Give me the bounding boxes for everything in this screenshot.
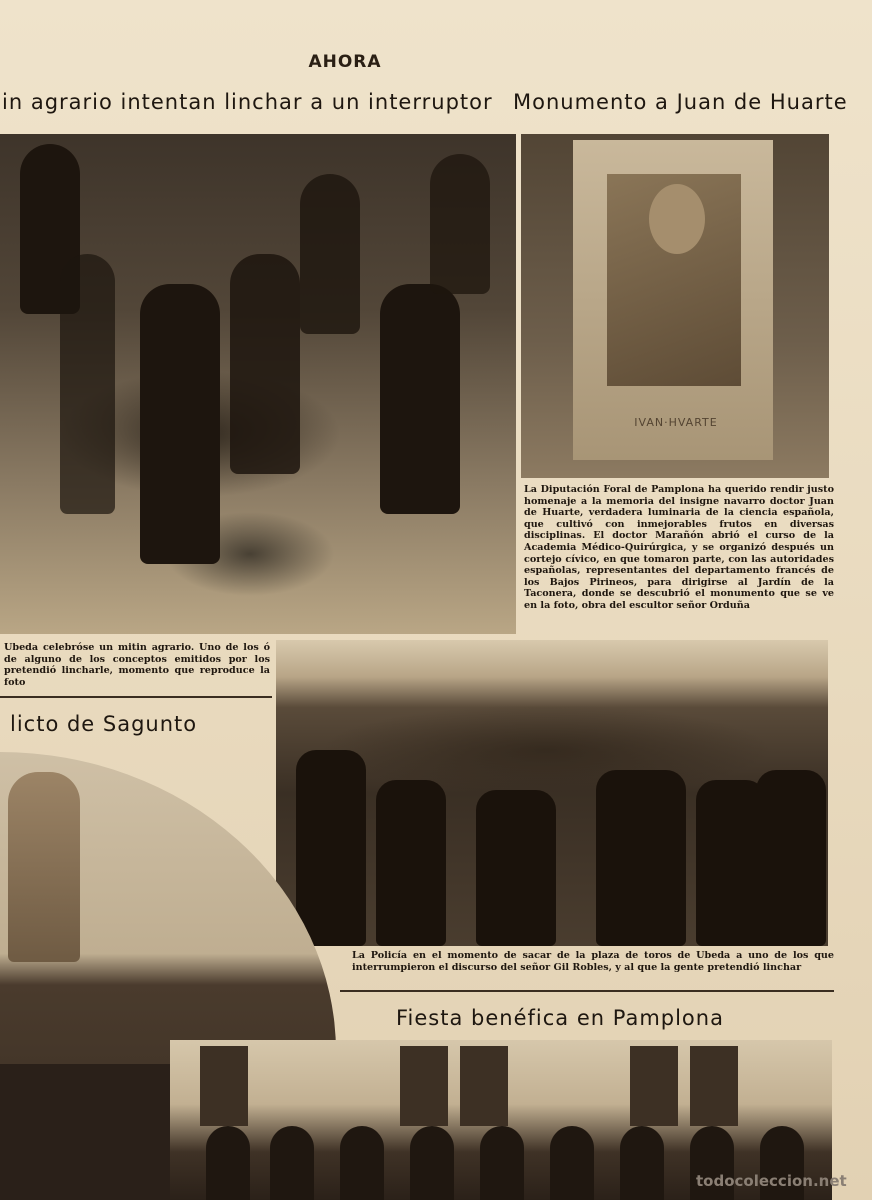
riot-caption: Ubeda celebróse un mitin agrario. Uno de los ó de alguno de los conceptos emitidos por los pretendió lincharle, momento que reproduce la foto (4, 642, 270, 688)
masthead: AHORA (308, 52, 382, 72)
photo-bullring (276, 640, 828, 946)
photo-riot (0, 134, 516, 634)
headline-sagunto: licto de Sagunto (10, 712, 198, 736)
watermark: todocoleccion.net (696, 1172, 847, 1190)
headline-monument: Monumento a Juan de Huarte (513, 90, 848, 114)
divider-right (340, 990, 834, 992)
headline-fiesta: Fiesta benéfica en Pamplona (396, 1006, 724, 1030)
monument-inscription: IVAN·HVARTE (634, 416, 718, 429)
headline-lynching: in agrario intentan linchar a un interruptor (2, 90, 493, 114)
monument-caption: La Diputación Foral de Pamplona ha querido rendir justo homenaje a la memoria del insigne navarro doctor Juan de Huarte, verdadera luminaria de la ciencia española, que cultivó con inmejorables frutos en diversas disciplinas. El doctor Marañón abrió el curso de la Academia Médico-Quirúrgica, y se organizó después un cortejo cívico, en que tomaron parte, con las autoridades españolas, representantes del departamento francés de los Bajos Pirineos, para dirigirse al Jardín de la Taconera, donde se descubrió el monumento que se ve en la foto, obra del escultor señor Orduña (524, 484, 834, 611)
divider-left (0, 696, 272, 698)
police-caption: La Policía en el momento de sacar de la plaza de toros de Ubeda a uno de los que interrumpieron el discurso del señor Gil Robles, y al que la gente pretendió linchar (352, 950, 834, 973)
photo-monument (521, 134, 829, 478)
